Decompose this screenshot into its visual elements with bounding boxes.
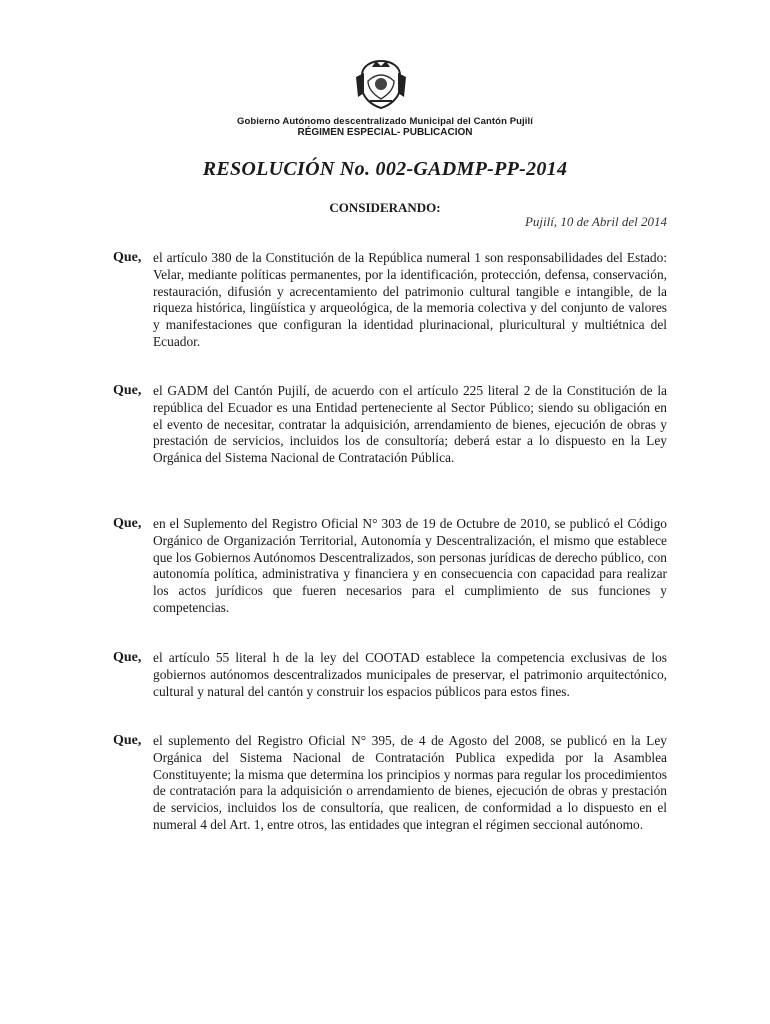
clause-lead: Que, (113, 516, 142, 531)
document-date: Pujilí, 10 de Abril del 2014 (524, 214, 667, 229)
clause-text: el artículo 380 de la Constitución de la República numeral 1 son responsabilidades del Estado: Velar, mediante políticas permanentes, por la identificación, protección, defensa, conservación, restauración, difusión y acrecentamiento del patrimonio cultural tangible e intangible, de la riqueza histórica, lingüística y arqueológica, de la memoria colectiva y del conjunto de valores y manifestaciones que configuran la identidad plurinacional, pluricultural y multiétnica del Ecuador. (153, 250, 667, 349)
municipal-seal-icon (354, 57, 408, 111)
clause-text: el artículo 55 literal h de la ley del COOTAD establece la competencia exclusivas de los gobiernos autónomos descentralizados municipales de preservar, el patrimonio arquitectónico, cultural y natural del cantón y construir los espacios públicos para estos fines. (153, 650, 667, 699)
clause-text: el GADM del Cantón Pujilí, de acuerdo con el artículo 225 literal 2 de la Constitución de la república del Ecuador es una Entidad perteneciente al Sector Público; siendo su obligación en el evento de necesitar, contratar la adquisición, arrendamiento de bienes, ejecución de obras y prestación de servicios, incluidos los de consultoría; deberá estar a lo dispuesto en la Ley Orgánica del Sistema Nacional de Contratación Pública. (153, 383, 667, 466)
regime-label: RÉGIMEN ESPECIAL- PUBLICACION (297, 127, 473, 138)
clause-lead: Que, (113, 733, 142, 748)
clause-lead: Que, (113, 383, 142, 398)
clause-text: el suplemento del Registro Oficial N° 395, de 4 de Agosto del 2008, se publicó en la Ley Orgánica del Sistema Nacional de Contratación Publica expedida por la Asamblea Constituyente; la misma que determina los principios y normas para regular los procedimientos de contratación para la adquisición o arrendamiento de bienes, ejecución de obras y prestación de servicios, incluidos los de consultoría, que realicen, de conformidad a lo dispuesto en el numeral 4 del Art. 1, entre otros, las entidades que integran el régimen seccional autónomo. (153, 733, 667, 832)
clause-text: en el Suplemento del Registro Oficial N° 303 de 19 de Octubre de 2010, se publicó el Código Orgánico de Organización Territorial, Autonomía y Descentralización, el mismo que establece que los Gobiernos Autónomos Descentralizados, son personas jurídicas de derecho público, con autonomía política, administrativa y financiera y en consecuencia con capacidad para realizar los actos jurídicos que fueren necesarios para el cumplimiento de sus funciones y competencias. (153, 516, 667, 615)
institution-name: Gobierno Autónomo descentralizado Municipal del Cantón Pujilí (236, 116, 534, 127)
clause-lead: Que, (113, 650, 142, 665)
considerando-heading: CONSIDERANDO: (329, 200, 441, 215)
resolution-title: RESOLUCIÓN No. 002-GADMP-PP-2014 (202, 158, 568, 180)
clause-lead: Que, (113, 250, 142, 265)
